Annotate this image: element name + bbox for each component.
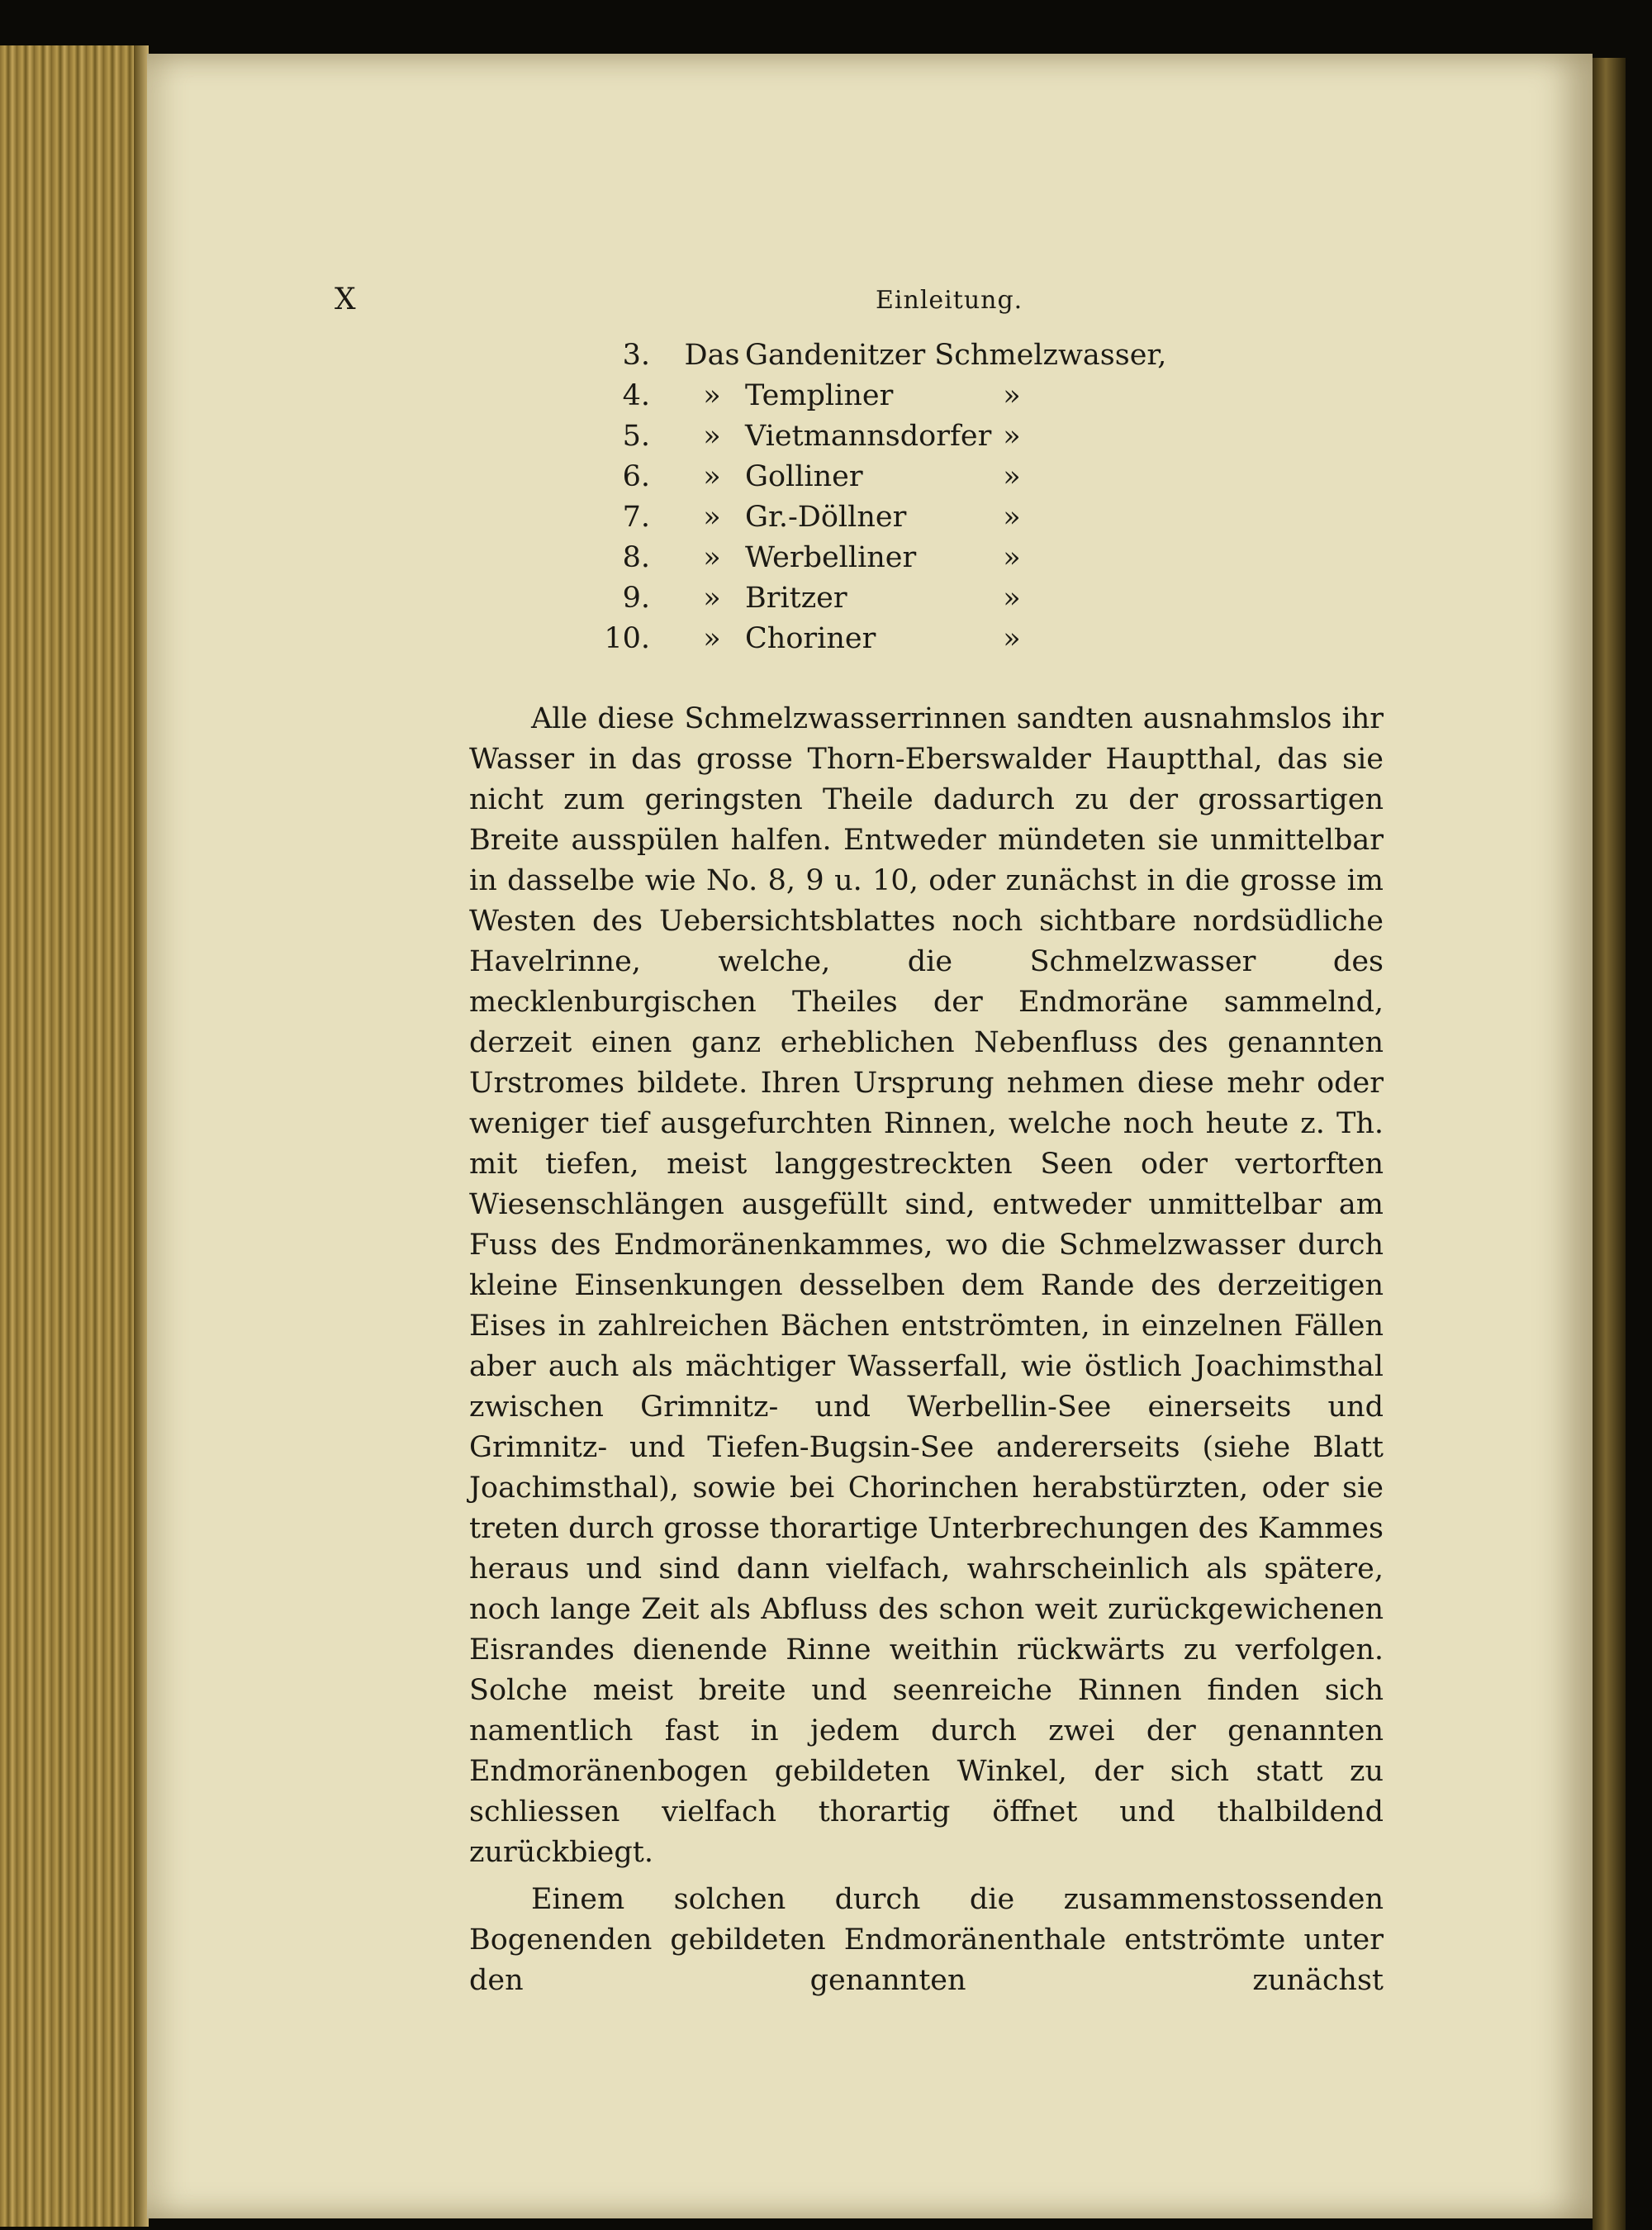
paragraph: Alle diese Schmelzwasserrinnen sandten ausnahmslos ihr Wasser in das grosse Thorn-Eberswalder Hauptthal, das sie nicht zum geringsten Theile dadurch zu der grossartigen Breite ausspülen halfen. Entweder mündeten sie unmittelbar in dasselbe wie No. 8, 9 u. 10, oder zunächst in die grosse im Westen des Uebersichtsblattes noch sichtbare nordsüdliche Havelrinne, welche, die Schmelzwasser des mecklenburgischen Theiles der Endmoräne sammelnd, derzeit einen ganz erheblichen Nebenfluss des genannten Urstromes bildete. Ihren Ursprung nehmen diese mehr oder weniger tief ausgefurchten Rinnen, welche noch heute z. Th. mit tiefen, meist langgestreckten Seen oder vertorften Wiesenschlängen ausgefüllt sind, entweder unmittelbar am Fuss des Endmoränenkammes, wo die Schmelzwasser durch kleine Einsenkungen desselben dem Rande des derzeitigen Eises in zahlreichen Bächen entströmten, in einzelnen Fällen aber auch als mächtiger Wasserfall, wie östlich Joachimsthal zwischen Grimnitz- und Werbellin-See einerseits und Grimnitz- und Tiefen-Bugsin-See andererseits (siehe Blatt Joachimsthal), sowie bei Chorinchen herabstürzten, oder sie treten durch grosse thorartige Unterbrechungen des Kammes heraus und sind dann vielfach, wahrscheinlich als spätere, noch lange Zeit als Abfluss des schon weit zurückgewichenen Eisrandes dienende Rinne weithin rückwärts zu verfolgen. Solche meist breite und seenreiche Rinnen finden sich namentlich fast in jedem durch zwei der genannten Endmoränenbogen gebildeten Winkel, der sich statt zu schliessen vielfach thorartig öffnet und thalbildend zurückbiegt.: [469, 702, 1384, 1869]
list-suffix: »: [1003, 420, 1021, 453]
list-prefix: »: [703, 379, 721, 412]
paragraph: Einem solchen durch die zusammenstossenden Bogenenden gebildeten Endmoränenthale entströmte unter den genannten zunächst: [469, 1883, 1384, 1997]
body-text: [469, 699, 1384, 2001]
list-item: [0, 460, 1652, 501]
list-prefix: »: [703, 541, 721, 574]
list-name: Templiner: [745, 379, 894, 412]
list-item: [0, 501, 1652, 541]
list-item: [0, 622, 1652, 663]
list-name: Golliner: [745, 460, 863, 493]
list-name: Choriner: [745, 622, 876, 655]
page-header: [0, 283, 1652, 316]
list-prefix: »: [703, 501, 721, 534]
list-suffix: »: [1003, 622, 1021, 655]
list-suffix: »: [1003, 379, 1021, 412]
list-suffix: »: [1003, 460, 1021, 493]
page-number: X: [335, 283, 356, 316]
list-item: [0, 339, 1652, 379]
list-item: [0, 379, 1652, 420]
list-prefix: Das: [684, 339, 740, 372]
list-name: Britzer: [745, 582, 847, 615]
list-number: 3.: [622, 339, 650, 372]
list-number: 10.: [604, 622, 650, 655]
list-name: Werbelliner: [745, 541, 917, 574]
running-title: Einleitung.: [876, 286, 1023, 315]
list-name: Vietmannsdorfer: [745, 420, 992, 453]
list-prefix: »: [703, 622, 721, 655]
list-number: 6.: [622, 460, 650, 493]
list-item: [0, 420, 1652, 460]
list-suffix: »: [1003, 582, 1021, 615]
meltwater-list: [0, 339, 1652, 663]
list-number: 9.: [622, 582, 650, 615]
list-name: Gandenitzer Schmelzwasser,: [745, 339, 1167, 372]
list-number: 5.: [622, 420, 650, 453]
list-number: 4.: [622, 379, 650, 412]
list-prefix: »: [703, 420, 721, 453]
list-suffix: »: [1003, 541, 1021, 574]
list-item: [0, 582, 1652, 622]
list-item: [0, 541, 1652, 582]
list-name: Gr.-Döllner: [745, 501, 907, 534]
list-number: 8.: [622, 541, 650, 574]
list-prefix: »: [703, 582, 721, 615]
list-prefix: »: [703, 460, 721, 493]
list-suffix: »: [1003, 501, 1021, 534]
list-number: 7.: [622, 501, 650, 534]
